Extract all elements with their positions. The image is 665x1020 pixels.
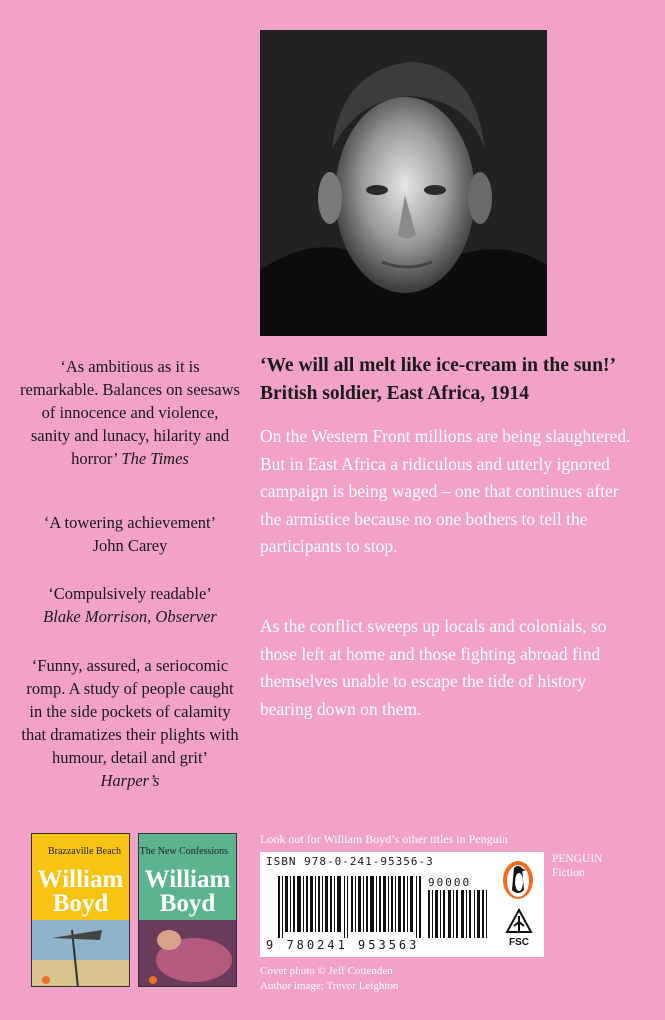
cover-photo-credit: Cover photo © Jeff Cottenden: [260, 965, 393, 977]
isbn-digits: 9 780241 953563: [266, 938, 420, 952]
quote-text: ‘Compulsively readable’: [48, 584, 212, 603]
headline-attribution: British soldier, East Africa, 1914: [260, 383, 530, 404]
book-title: Brazzaville Beach: [47, 846, 121, 857]
barcode-icon: [278, 876, 424, 938]
review-quote: [20, 511, 240, 557]
author-last: Boyd: [52, 890, 109, 917]
author-photo: [260, 30, 547, 336]
price-code: 90000: [428, 876, 472, 889]
fsc-logo-icon: [504, 908, 534, 948]
portrait-scene-icon: [139, 920, 237, 987]
book-author: [139, 868, 236, 916]
penguin-logo-icon: [502, 860, 534, 900]
quote-text: ‘A towering achievement’: [43, 513, 217, 532]
isbn-barcode: [260, 852, 544, 957]
beach-scene-icon: [32, 920, 130, 987]
author-first: William: [37, 866, 124, 893]
headline-quote: [260, 352, 650, 408]
review-quote: [20, 355, 240, 470]
author-first: William: [144, 866, 231, 893]
price-barcode-icon: [428, 890, 490, 938]
quote-source: Harper’s: [100, 771, 160, 790]
book-cover-the-new-confessions[interactable]: [138, 833, 237, 987]
quote-source: The Times: [121, 449, 189, 468]
publisher-category: Fiction: [552, 867, 585, 879]
review-quote: [20, 654, 240, 792]
other-titles-label: Look out for William Boyd’s other titles in Penguin: [260, 832, 508, 846]
quote-text: ‘As ambitious as it is remarkable. Balances on seesaws of innocence and violence, sanity and lunacy, hilarity and horror’: [20, 357, 240, 468]
image-credits: [260, 964, 398, 994]
isbn-label: ISBN 978-0-241-95356-3: [266, 855, 434, 868]
headline-text: ‘We will all melt like ice-cream in the sun!’: [260, 355, 616, 376]
book-title: The New Confessions: [139, 846, 228, 857]
book-author: [32, 868, 129, 916]
publisher-name: PENGUIN: [552, 853, 603, 865]
review-quote: [20, 582, 240, 628]
book-cover-brazzaville-beach[interactable]: [31, 833, 130, 987]
quote-text: ‘Funny, assured, a seriocomic romp. A study of people caught in the side pockets of calamity that dramatizes their plights with humour, detail and grit’: [21, 656, 239, 767]
blurb-paragraph-1: On the Western Front millions are being slaughtered. But in East Africa a ridiculous and utterly ignored campaign is being waged – one that continues after the armistice because no one bothers to tell the participants to stop.: [260, 426, 631, 556]
quote-source: Blake Morrison, Observer: [43, 607, 217, 626]
blurb-paragraph-2: As the conflict sweeps up locals and colonials, so those left at home and those fighting abroad find themselves unable to escape the tide of history bearing down on them.: [260, 616, 607, 719]
author-image-credit: Author image: Trevor Leighton: [260, 980, 399, 992]
fsc-text: FSC: [509, 937, 529, 948]
author-last: Boyd: [159, 890, 216, 917]
publisher-label: [552, 852, 602, 880]
quote-source: John Carey: [92, 536, 168, 555]
